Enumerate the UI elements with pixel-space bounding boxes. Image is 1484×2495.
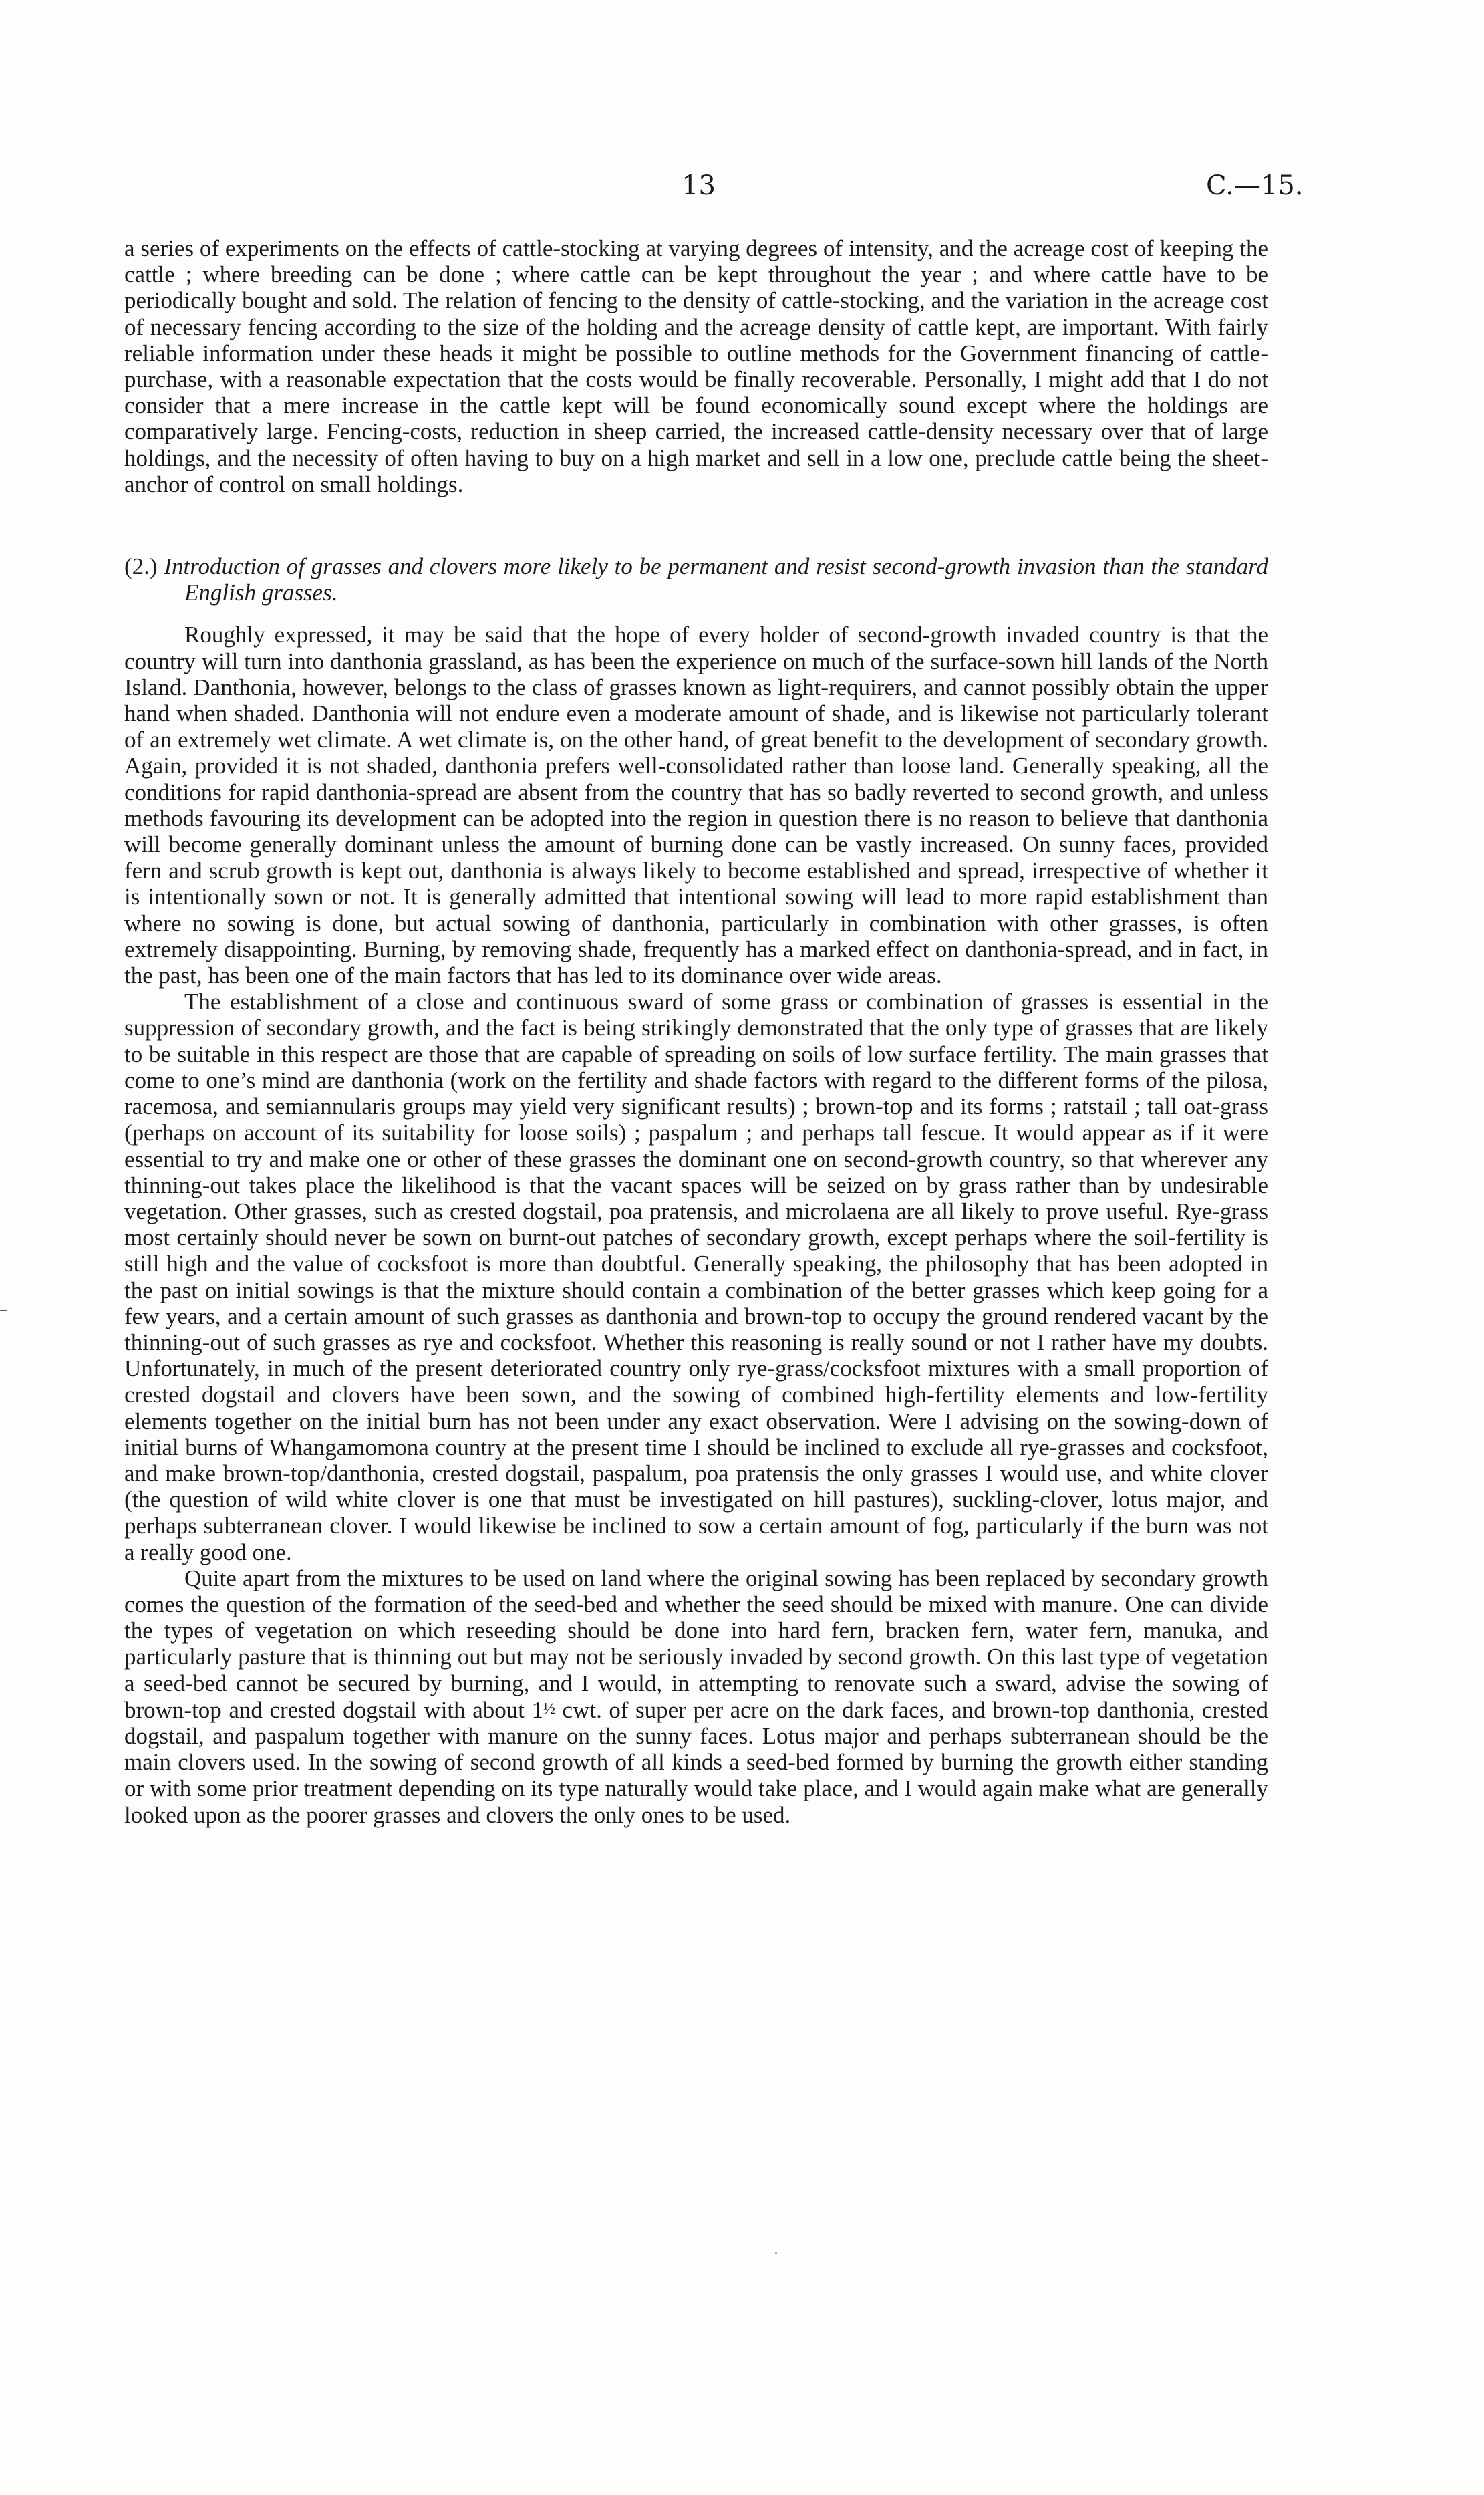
paragraph-continued: a series of experiments on the effects of cattle-stocking at varying degrees of intensity, and the acreage cost of keeping the cattle ; where breeding can be done ; where cattle can be kept throughout the year ; and where cattle have to be periodically bought and sold. The relation of fencing to the density of cattle-stocking, and the variation in the acreage cost of necessary fencing according to the size of the holding and the acreage density of cattle kept, are important. With fairly reliable information under these heads it might be possible to outline methods for the Government financing of cattle-purchase, with a reasonable expectation that the costs would be finally recoverable. Personally, I might add that I do not consider that a mere increase in the cattle kept will be found economically sound except where the holdings are comparatively large. Fencing-costs, reduction in sheep carried, the increased cattle-density necessary over that of large holdings, and the necessity of often having to buy on a high market and sell in a low one, preclude cattle being the sheet-anchor of control on small holdings. bbox=[124, 235, 1268, 497]
page-number: 13 bbox=[682, 170, 716, 201]
paragraph-seed-bed-part-b: cwt. of super per acre on the dark faces, and brown-top danthonia, crested dogstail, and paspalum together with manure on the sunny faces. Lotus major and perhaps subterranean should be the main clovers used. In the sowing of second growth of all kinds a seed-bed formed by burning the growth either standing or with some prior treatment depending on its type naturally would take place, and I would again make what are generally looked upon as the poorer grasses and clovers the only ones to be used. bbox=[124, 1696, 1268, 1828]
scan-speck bbox=[775, 2252, 777, 2254]
paragraph-danthonia: Roughly expressed, it may be said that the hope of every holder of second-growth invaded country is that the country will turn into danthonia grassland, as has been the experience on much of the surface-sown hill lands of the North Island. Danthonia, however, belongs to the class of grasses known as light-requirers, and cannot possibly obtain the upper hand when shaded. Danthonia will not endure even a moderate amount of shade, and is likewise not particularly tolerant of an extremely wet climate. A wet climate is, on the other hand, of great benefit to the development of secondary growth. Again, provided it is not shaded, danthonia prefers well-consolidated rather than loose land. Generally speaking, all the conditions for rapid danthonia-spread are absent from the country that has so badly reverted to second growth, and unless methods favouring its development can be adopted into the region in question there is no reason to believe that danthonia will become generally dominant unless the amount of burning done can be vastly increased. On sunny faces, provided fern and scrub growth is kept out, danthonia is always likely to become established and spread, irrespective of whether it is intentionally sown or not. It is generally admitted that intentional sowing will lead to more rapid establishment than where no sowing is done, but actual sowing of danthonia, particularly in combination with other grasses, is often extremely disappointing. Burning, by removing shade, frequently has a marked effect on danthonia-spread, and in fact, in the past, has been one of the main factors that has led to its dominance over wide areas. bbox=[124, 622, 1268, 989]
paragraph-seed-bed-part-a: Quite apart from the mixtures to be used on land where the original sowing has been replaced by secondary growth comes the question of the formation of the seed-bed and whether the seed should be mixed with manure. One can divide the types of vegetation on which reseeding should be done into hard fern, bracken fern, water fern, manuka, and particularly pasture that is thinning out but may not be seriously invaded by second growth. On this last type of vegetation a seed-bed cannot be secured by burning, and I would, in attempting to renovate such a sward, advise the sowing of brown-top and crested dogstail with about 1 bbox=[124, 1565, 1268, 1723]
paragraph-sward-establishment: The establishment of a close and continuous sward of some grass or combination of grasses is essential in the suppression of secondary growth, and the fact is being strikingly demonstrated that the only type of grasses that are likely to be suitable in this respect are those that are capable of spreading on soils of low surface fertility. The main grasses that come to one’s mind are danthonia (work on the fertility and shade factors with regard to the different forms of the pilosa, racemosa, and semiannularis groups may yield very significant results) ; brown-top and its forms ; ratstail ; tall oat-grass (perhaps on account of its suitability for loose soils) ; paspalum ; and perhaps tall fescue. It would appear as if it were essential to try and make one or other of these grasses the dominant one on second-growth country, so that wherever any thinning-out takes place the likelihood is that the vacant spaces will be seized on by grass rather than by undesirable vegetation. Other grasses, such as crested dogstail, poa pratensis, and microlaena are all likely to prove useful. Rye-grass most certainly should never be sown on burnt-out patches of secondary growth, except perhaps where the soil-fertility is still high and the value of cocksfoot is more than doubtful. Generally speaking, the philosophy that has been adopted in the past on initial sowings is that the mixture should contain a combination of the better grasses which keep going for a few years, and a certain amount of such grasses as danthonia and brown-top to occupy the ground rendered vacant by the thinning-out of such grasses as rye and cocksfoot. Whether this reasoning is really sound or not I rather have my doubts. Unfortunately, in much of the present deteriorated country only rye-grass/cocksfoot mixtures with a small proportion of crested dogstail and clovers have been sown, and the sowing of combined high-fertility elements and low-fertility elements together on the initial burn has not been under any exact observation. Were I advising on the sowing-down of initial burns of Whangamomona country at the present time I should be inclined to exclude all rye-grasses and cocksfoot, and make brown-top/danthonia, crested dogstail, paspalum, poa pratensis the only grasses I would use, and white clover (the question of wild white clover is one that must be investigated on hill pastures), suckling-clover, lotus major, and perhaps subterranean clover. I would likewise be inclined to sow a certain amount of fog, particularly if the burn was not a really good one. bbox=[124, 989, 1268, 1565]
body-text bbox=[124, 235, 1268, 1828]
page-header bbox=[0, 170, 1484, 211]
document-reference: C.—15. bbox=[1206, 170, 1304, 201]
paragraph-seed-bed bbox=[124, 1565, 1268, 1828]
margin-mark bbox=[0, 1310, 7, 1311]
section-title: Introduction of grasses and clovers more likely to be permanent and resist second-growth invasion than the standard English grasses. bbox=[164, 553, 1269, 606]
fraction-half: ½ bbox=[543, 1700, 555, 1718]
section-number: (2.) bbox=[124, 553, 158, 580]
section-heading bbox=[124, 553, 1268, 606]
